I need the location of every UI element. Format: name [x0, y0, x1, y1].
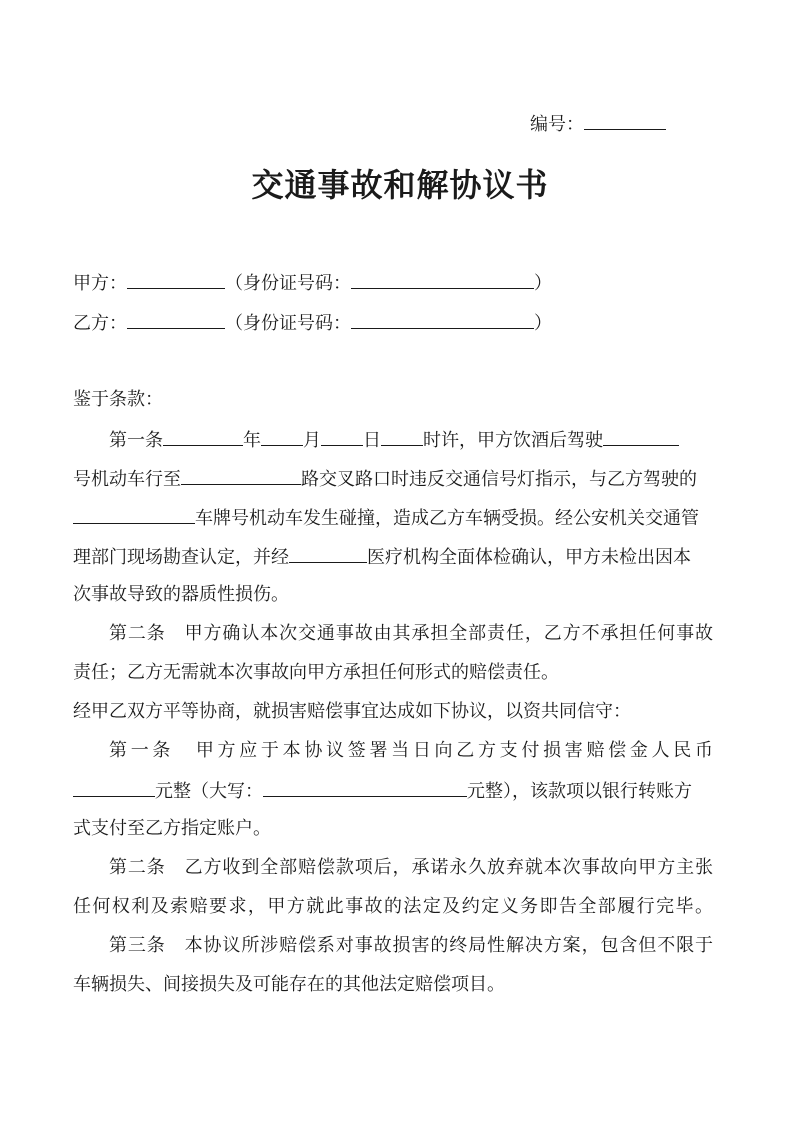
recital-heading: 鉴于条款：	[73, 389, 163, 410]
party-b-id-blank[interactable]	[351, 310, 534, 329]
agreement-intro: 经甲乙双方平等协商，就损害赔偿事宜达成如下协议，以资共同信守：	[73, 701, 631, 722]
clause-3-line-1: 第三条 本协议所涉赔偿系对事故损害的终局性解决方案，包含但不限于	[109, 935, 713, 956]
recital-2-line-2: 责任；乙方无需就本次事故向甲方承担任何形式的赔偿责任。	[73, 662, 559, 683]
year-blank[interactable]	[163, 427, 243, 446]
document-title: 交通事故和解协议书	[251, 166, 549, 204]
recital-text: 车牌号机动车发生碰撞，造成乙方车辆受损。经公安机关交通管	[195, 508, 699, 529]
party-b-line	[73, 310, 552, 336]
month-label: 月	[303, 430, 321, 451]
party-b-label: 乙方：	[73, 313, 127, 334]
recital-1-line-1	[73, 427, 713, 453]
hospital-blank[interactable]	[289, 544, 367, 563]
doc-number-blank[interactable]	[584, 111, 666, 130]
party-a-id-prefix: （身份证号码：	[225, 273, 351, 294]
plate-a-blank[interactable]	[603, 427, 679, 446]
day-blank[interactable]	[321, 427, 363, 446]
amount-blank[interactable]	[73, 778, 155, 797]
plate-b-blank[interactable]	[73, 505, 195, 524]
clause-3-line-2: 车辆损失、间接损失及可能存在的其他法定赔偿项目。	[73, 974, 505, 995]
recital-text: 理部门现场勘查认定，并经	[73, 547, 289, 568]
party-b-id-suffix: ）	[534, 313, 552, 334]
recital-text: 时许，甲方饮酒后驾驶	[423, 430, 603, 451]
clause-text: 元整），该款项以银行转账方	[467, 781, 692, 802]
clause-text: 元整（大写：	[155, 781, 263, 802]
year-label: 年	[243, 430, 261, 451]
recital-text: 号机动车行至	[73, 469, 181, 490]
recital-1-line-5: 次事故导致的器质性损伤。	[73, 584, 289, 605]
recital-1-line-3	[73, 505, 713, 531]
party-b-id-prefix: （身份证号码：	[225, 313, 351, 334]
recital-2-line-1: 第二条 甲方确认本次交通事故由其承担全部责任，乙方不承担任何事故	[109, 623, 713, 644]
clause-1-line-3: 式支付至乙方指定账户。	[73, 818, 271, 839]
party-a-name-blank[interactable]	[127, 270, 225, 289]
party-b-name-blank[interactable]	[127, 310, 225, 329]
article-label: 第一条	[109, 430, 163, 451]
day-label: 日	[363, 430, 381, 451]
recital-1-line-2	[73, 466, 713, 492]
document-number	[530, 111, 666, 137]
recital-text: 路交叉路口时违反交通信号灯指示，与乙方驾驶的	[301, 469, 697, 490]
amount-words-blank[interactable]	[263, 778, 467, 797]
party-a-line	[73, 270, 552, 296]
doc-number-label: 编号：	[530, 114, 584, 135]
recital-text: 医疗机构全面体检确认，甲方未检出因本	[367, 547, 691, 568]
clause-2-line-1: 第二条 乙方收到全部赔偿款项后，承诺永久放弃就本次事故向甲方主张	[109, 857, 713, 878]
recital-1-line-4	[73, 544, 713, 570]
hour-blank[interactable]	[381, 427, 423, 446]
party-a-id-suffix: ）	[534, 273, 552, 294]
clause-2-line-2: 任何权利及索赔要求，甲方就此事故的法定及约定义务即告全部履行完毕。	[73, 896, 713, 917]
road-blank[interactable]	[181, 466, 301, 485]
clause-1-line-1: 第一条 甲方应于本协议签署当日向乙方支付损害赔偿金人民币	[109, 740, 713, 761]
clause-1-line-2	[73, 778, 713, 804]
month-blank[interactable]	[261, 427, 303, 446]
party-a-id-blank[interactable]	[351, 270, 534, 289]
party-a-label: 甲方：	[73, 273, 127, 294]
